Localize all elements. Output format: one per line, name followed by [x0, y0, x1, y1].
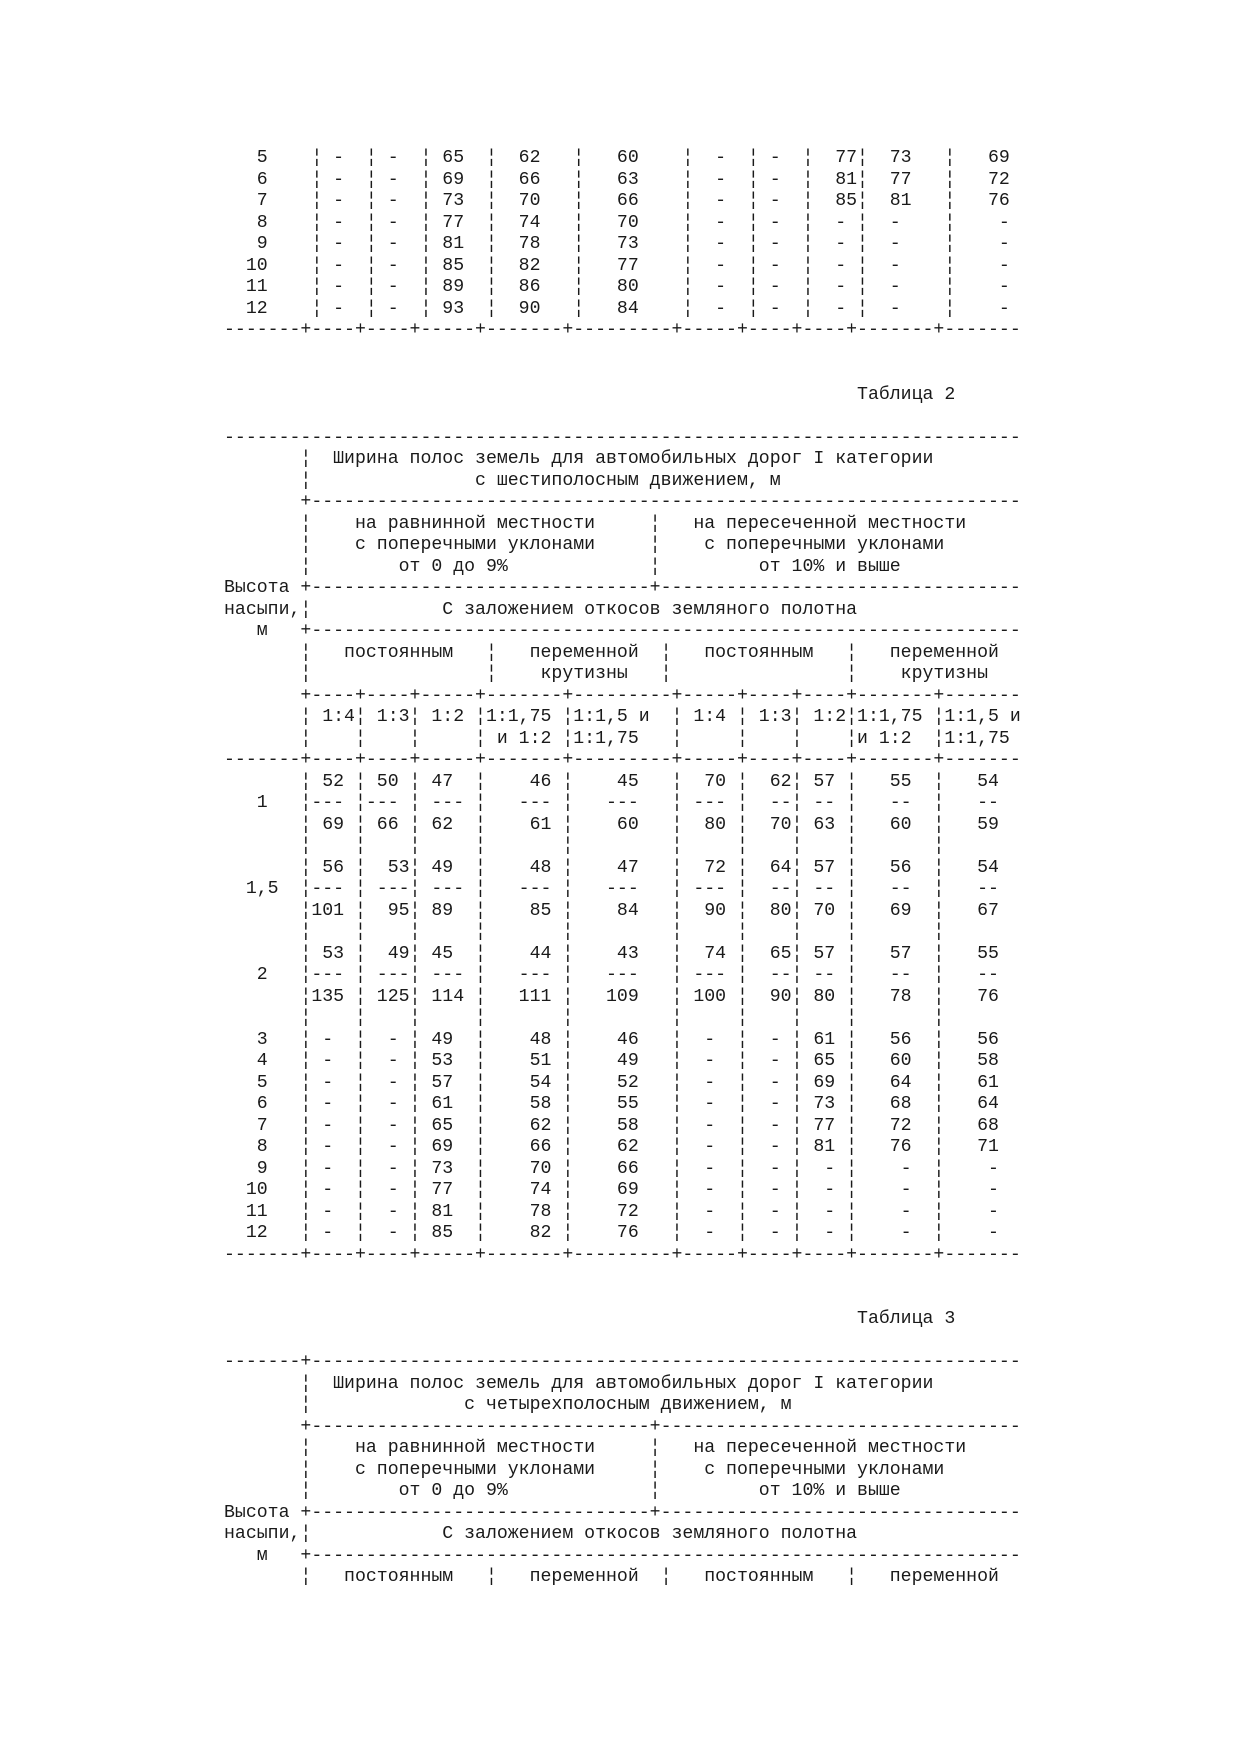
document-line: ¦ Ширина полос земель для автомобильных дорог I категории [224, 1373, 934, 1394]
document-line: ¦ ¦ ¦ ¦ ¦ ¦ ¦ ¦ ¦ ¦ [224, 922, 945, 942]
document-line: +-------------------------------+--------------------------------- [224, 1416, 1021, 1437]
document-line: ¦ на равнинной местности ¦ на пересеченной местности [224, 513, 967, 534]
document-line: ¦101 ¦ 95¦ 89 ¦ 85 ¦ 84 ¦ 90 ¦ 80¦ 70 ¦ 69 ¦ 67 [224, 900, 999, 921]
document-line: Высота +-------------------------------+--------------------------------- [224, 578, 1021, 598]
document-line: м +----------------------------------------------------------------- [224, 621, 1021, 641]
document-line: ¦ 52 ¦ 50 ¦ 47 ¦ 46 ¦ 45 ¦ 70 ¦ 62¦ 57 ¦ 55 ¦ 54 [224, 771, 999, 792]
document-line: ¦ с поперечными уклонами ¦ с поперечными уклонами [224, 1459, 945, 1480]
document-line: ¦ ¦ ¦ ¦ ¦ ¦ ¦ ¦ ¦ ¦ [224, 1008, 945, 1028]
document-line: -------+----------------------------------------------------------------- [224, 1352, 1021, 1372]
document-line: 4 ¦ - ¦ - ¦ 53 ¦ 51 ¦ 49 ¦ - ¦ - ¦ 65 ¦ 60 ¦ 58 [224, 1051, 999, 1071]
document-line: 7 ¦ - ¦ - ¦ 73 ¦ 70 ¦ 66 ¦ - ¦ - ¦ 85¦ 81 ¦ 76 [224, 191, 1010, 211]
document-line: +----+----+-----+-------+---------+-----+----+----+-------+------- [224, 685, 1021, 706]
document-line: 6 ¦ - ¦ - ¦ 69 ¦ 66 ¦ 63 ¦ - ¦ - ¦ 81¦ 77 ¦ 72 [224, 169, 1010, 190]
document-line: 6 ¦ - ¦ - ¦ 61 ¦ 58 ¦ 55 ¦ - ¦ - ¦ 73 ¦ 68 ¦ 64 [224, 1094, 999, 1114]
document-line: 1,5 ¦--- ¦ ---¦ --- ¦ --- ¦ --- ¦ --- ¦ --¦ -- ¦ -- ¦ -- [224, 879, 999, 899]
document-line: м +----------------------------------------------------------------- [224, 1545, 1021, 1566]
document-line: 9 ¦ - ¦ - ¦ 81 ¦ 78 ¦ 73 ¦ - ¦ - ¦ - ¦ - ¦ - [224, 234, 1010, 254]
document-line: ¦ постоянным ¦ переменной ¦ постоянным ¦ переменной [224, 1567, 999, 1587]
document-line: Высота +-------------------------------+--------------------------------- [224, 1502, 1021, 1523]
document-line: ¦ от 0 до 9% ¦ от 10% и выше [224, 1481, 901, 1501]
document-line: 12 ¦ - ¦ - ¦ 85 ¦ 82 ¦ 76 ¦ - ¦ - ¦ - ¦ - ¦ - [224, 1223, 999, 1243]
document-line [224, 363, 1021, 385]
document-line [224, 406, 1021, 428]
document-line: ------------------------------------------------------------------------- [224, 427, 1021, 448]
document-line [224, 1266, 1021, 1288]
document-line: -------+----+----+-----+-------+---------+-----+----+----+-------+------- [224, 320, 1021, 340]
document-line: ¦135 ¦ 125¦ 114 ¦ 111 ¦ 109 ¦ 100 ¦ 90¦ 80 ¦ 78 ¦ 76 [224, 986, 999, 1007]
document-line: ¦ на равнинной местности ¦ на пересеченной местности [224, 1438, 967, 1458]
document-line: 8 ¦ - ¦ - ¦ 69 ¦ 66 ¦ 62 ¦ - ¦ - ¦ 81 ¦ 76 ¦ 71 [224, 1137, 999, 1157]
document-line: ¦ с шестиполосным движением, м [224, 470, 781, 491]
document-line: насыпи,¦ С заложением откосов земляного полотна [224, 599, 858, 620]
document-text [224, 148, 1021, 1589]
document-line [224, 1288, 1021, 1310]
document-line: 10 ¦ - ¦ - ¦ 77 ¦ 74 ¦ 69 ¦ - ¦ - ¦ - ¦ - ¦ - [224, 1180, 999, 1200]
document-line: 1 ¦--- ¦--- ¦ --- ¦ --- ¦ --- ¦ --- ¦ --¦ -- ¦ -- ¦ -- [224, 793, 999, 813]
document-line: 9 ¦ - ¦ - ¦ 73 ¦ 70 ¦ 66 ¦ - ¦ - ¦ - ¦ - ¦ - [224, 1158, 999, 1179]
document-line: 5 ¦ - ¦ - ¦ 65 ¦ 62 ¦ 60 ¦ - ¦ - ¦ 77¦ 73 ¦ 69 [224, 148, 1010, 168]
document-line: 5 ¦ - ¦ - ¦ 57 ¦ 54 ¦ 52 ¦ - ¦ - ¦ 69 ¦ 64 ¦ 61 [224, 1072, 999, 1093]
document-line: ¦ 56 ¦ 53¦ 49 ¦ 48 ¦ 47 ¦ 72 ¦ 64¦ 57 ¦ 56 ¦ 54 [224, 857, 999, 878]
document-line: ¦ от 0 до 9% ¦ от 10% и выше [224, 556, 901, 577]
document-line: 10 ¦ - ¦ - ¦ 85 ¦ 82 ¦ 77 ¦ - ¦ - ¦ - ¦ - ¦ - [224, 255, 1010, 276]
document-line: 11 ¦ - ¦ - ¦ 81 ¦ 78 ¦ 72 ¦ - ¦ - ¦ - ¦ - ¦ - [224, 1201, 999, 1222]
document-line: ¦ Ширина полос земель для автомобильных дорог I категории [224, 449, 934, 469]
document-line: ¦ ¦ крутизны ¦ ¦ крутизны [224, 664, 988, 684]
document-line [224, 342, 1021, 364]
document-line: Таблица 2 [224, 384, 956, 405]
document-line: Таблица 3 [224, 1309, 956, 1329]
document-line: ¦ с четырехполосным движением, м [224, 1395, 792, 1415]
document-line: 8 ¦ - ¦ - ¦ 77 ¦ 74 ¦ 70 ¦ - ¦ - ¦ - ¦ - ¦ - [224, 212, 1010, 233]
document-line: 11 ¦ - ¦ - ¦ 89 ¦ 86 ¦ 80 ¦ - ¦ - ¦ - ¦ - ¦ - [224, 277, 1010, 297]
document-line: ¦ 1:4¦ 1:3¦ 1:2 ¦1:1,75 ¦1:1,5 и ¦ 1:4 ¦ 1:3¦ 1:2¦1:1,75 ¦1:1,5 и [224, 707, 1021, 727]
document-line: 7 ¦ - ¦ - ¦ 65 ¦ 62 ¦ 58 ¦ - ¦ - ¦ 77 ¦ 72 ¦ 68 [224, 1115, 999, 1136]
document-line: ¦ 53 ¦ 49¦ 45 ¦ 44 ¦ 43 ¦ 74 ¦ 65¦ 57 ¦ 57 ¦ 55 [224, 943, 999, 964]
document-line: ¦ ¦ ¦ ¦ ¦ ¦ ¦ ¦ ¦ ¦ [224, 836, 945, 856]
document-line: 2 ¦--- ¦ ---¦ --- ¦ --- ¦ --- ¦ --- ¦ --¦ -- ¦ -- ¦ -- [224, 965, 999, 985]
document-line: +----------------------------------------------------------------- [224, 492, 1021, 512]
document-line: 12 ¦ - ¦ - ¦ 93 ¦ 90 ¦ 84 ¦ - ¦ - ¦ - ¦ - ¦ - [224, 298, 1010, 319]
document-line: -------+----+----+-----+-------+---------+-----+----+----+-------+------- [224, 750, 1021, 770]
document-line: ¦ с поперечными уклонами ¦ с поперечными уклонами [224, 535, 945, 555]
document-line: насыпи,¦ С заложением откосов земляного полотна [224, 1524, 858, 1544]
document-line [224, 1331, 1021, 1353]
document-line: 3 ¦ - ¦ - ¦ 49 ¦ 48 ¦ 46 ¦ - ¦ - ¦ 61 ¦ 56 ¦ 56 [224, 1029, 999, 1050]
document-line: ¦ постоянным ¦ переменной ¦ постоянным ¦ переменной [224, 642, 999, 663]
document-line: ¦ ¦ ¦ ¦ и 1:2 ¦1:1,75 ¦ ¦ ¦ ¦и 1:2 ¦1:1,75 [224, 728, 1010, 749]
document-line: -------+----+----+-----+-------+---------+-----+----+----+-------+------- [224, 1244, 1021, 1265]
document-line: ¦ 69 ¦ 66 ¦ 62 ¦ 61 ¦ 60 ¦ 80 ¦ 70¦ 63 ¦ 60 ¦ 59 [224, 814, 999, 835]
